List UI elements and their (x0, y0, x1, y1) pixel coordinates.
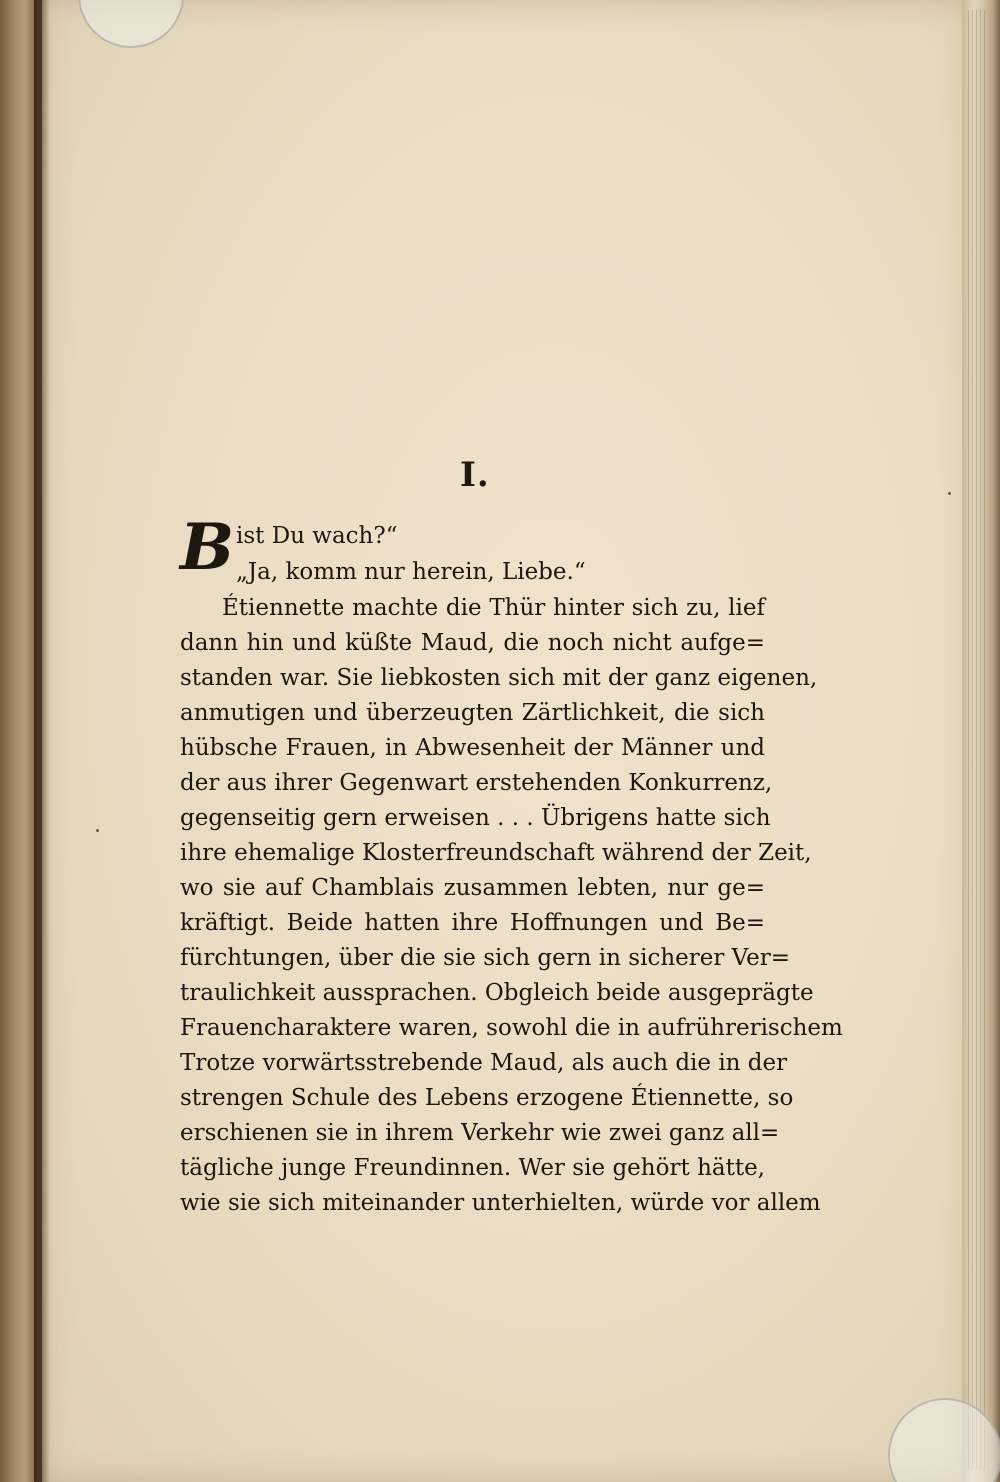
gutter-shadow (34, 0, 50, 1482)
text-line: anmutigen und überzeugten Zärtlichkeit, die sich (180, 700, 765, 726)
text-line: Trotze vorwärtsstrebende Maud, als auch die in der (180, 1050, 788, 1076)
text-line: dann hin und küßte Maud, die noch nicht aufge= (180, 630, 765, 656)
text-line: Étiennette machte die Thür hinter sich zu, lief (222, 595, 765, 621)
text-line: standen war. Sie liebkosten sich mit der ganz eigenen, (180, 665, 818, 691)
text-line: wo sie auf Chamblais zusammen lebten, nur ge= (180, 875, 765, 901)
text-line: tägliche junge Freundinnen. Wer sie gehört hätte, (180, 1155, 765, 1181)
text-line: erschienen sie in ihrem Verkehr wie zwei ganz all= (180, 1120, 780, 1146)
paper-speck (96, 829, 99, 832)
text-line: wie sie sich miteinander unterhielten, würde vor allem (180, 1190, 821, 1216)
text-line: Frauencharaktere waren, sowohl die in aufrührerischem (180, 1015, 843, 1041)
text-line: hübsche Frauen, in Abwesenheit der Männer und (180, 735, 765, 761)
paper-speck (948, 492, 951, 495)
drop-cap: B (180, 510, 235, 585)
text-line: fürchtungen, über die sie sich gern in sicherer Ver= (180, 945, 791, 971)
page-stack-lines (968, 10, 988, 1470)
text-line: kräftigt. Beide hatten ihre Hoffnungen und Be= (180, 910, 765, 936)
text-line: der aus ihrer Gegenwart erstehenden Konkurrenz, (180, 770, 773, 796)
chapter-heading: I. (460, 455, 490, 495)
text-line: ihre ehemalige Klosterfreundschaft während der Zeit, (180, 840, 812, 866)
text-line: gegenseitig gern erweisen . . . Übrigens hatte sich (180, 805, 771, 831)
text-line: ist Du wach?“ (236, 523, 398, 549)
text-line: traulichkeit aussprachen. Obgleich beide ausgeprägte (180, 980, 814, 1006)
text-line: „Ja, komm nur herein, Liebe.“ (236, 559, 586, 585)
text-line: strengen Schule des Lebens erzogene Étiennette, so (180, 1085, 794, 1111)
